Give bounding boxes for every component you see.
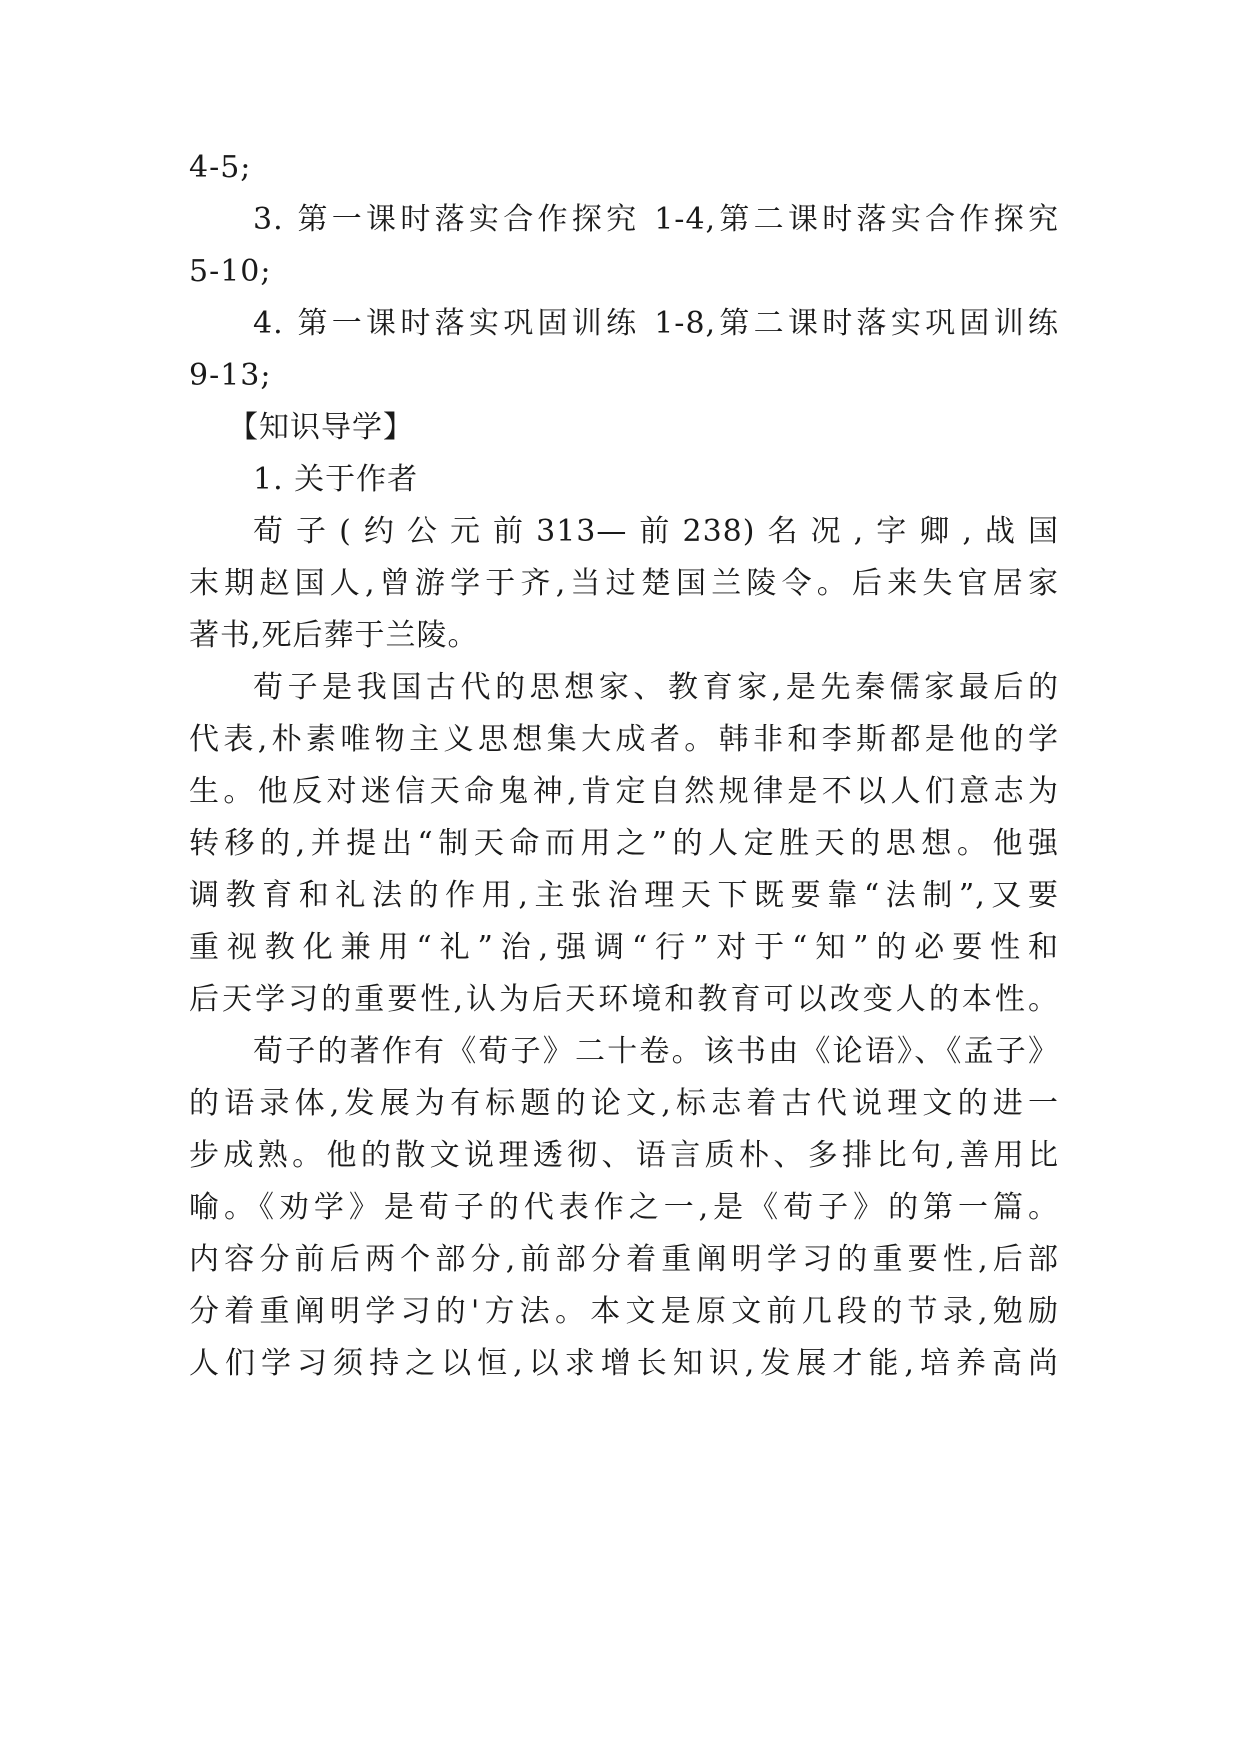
paragraph-line: 步成熟。他的散文说理透彻、语言质朴、多排比句,善用比: [189, 1138, 1059, 1173]
list-item-3: 3. 第一课时落实合作探究 1-4,第二课时落实合作探究: [253, 202, 1059, 237]
paragraph-line: 荀子的著作有《荀子》二十卷。该书由《论语》、《孟子》: [253, 1034, 1059, 1069]
paragraph-line: 转移的,并提出“制天命而用之”的人定胜天的思想。他强: [189, 826, 1059, 861]
paragraph-line: 著书,死后葬于兰陵。: [189, 618, 479, 653]
section-heading: 【知识导学】: [228, 410, 414, 445]
text-line: 5-10;: [189, 254, 272, 289]
paragraph-line: 末期赵国人,曾游学于齐,当过楚国兰陵令。后来失官居家: [189, 566, 1059, 601]
paragraph-line: 分着重阐明学习的'方法。本文是原文前几段的节录,勉励: [189, 1294, 1059, 1329]
paragraph-line: 喻。《劝学》是荀子的代表作之一,是《荀子》的第一篇。: [189, 1190, 1059, 1225]
paragraph-line: 内容分前后两个部分,前部分着重阐明学习的重要性,后部: [189, 1242, 1059, 1277]
paragraph-line: 后天学习的重要性,认为后天环境和教育可以改变人的本性。: [189, 982, 1059, 1017]
list-item-4: 4. 第一课时落实巩固训练 1-8,第二课时落实巩固训练: [253, 306, 1059, 341]
paragraph-line: 的语录体,发展为有标题的论文,标志着古代说理文的进一: [189, 1086, 1059, 1121]
paragraph-line: 荀子是我国古代的思想家、教育家,是先秦儒家最后的: [253, 670, 1059, 705]
paragraph-line: 重视教化兼用“礼”治,强调“行”对于“知”的必要性和: [189, 930, 1059, 965]
text-line: 4-5;: [189, 150, 252, 185]
paragraph-line: 人们学习须持之以恒,以求增长知识,发展才能,培养高尚: [189, 1346, 1059, 1381]
text-line: 9-13;: [189, 358, 272, 393]
paragraph-line: 代表,朴素唯物主义思想集大成者。韩非和李斯都是他的学: [189, 722, 1059, 757]
paragraph-line: 荀子(约公元前313—前238)名况,字卿,战国: [253, 514, 1059, 549]
subsection-heading: 1. 关于作者: [253, 462, 419, 497]
paragraph-line: 调教育和礼法的作用,主张治理天下既要靠“法制”,又要: [189, 878, 1059, 913]
paragraph-line: 生。他反对迷信天命鬼神,肯定自然规律是不以人们意志为: [189, 774, 1059, 809]
